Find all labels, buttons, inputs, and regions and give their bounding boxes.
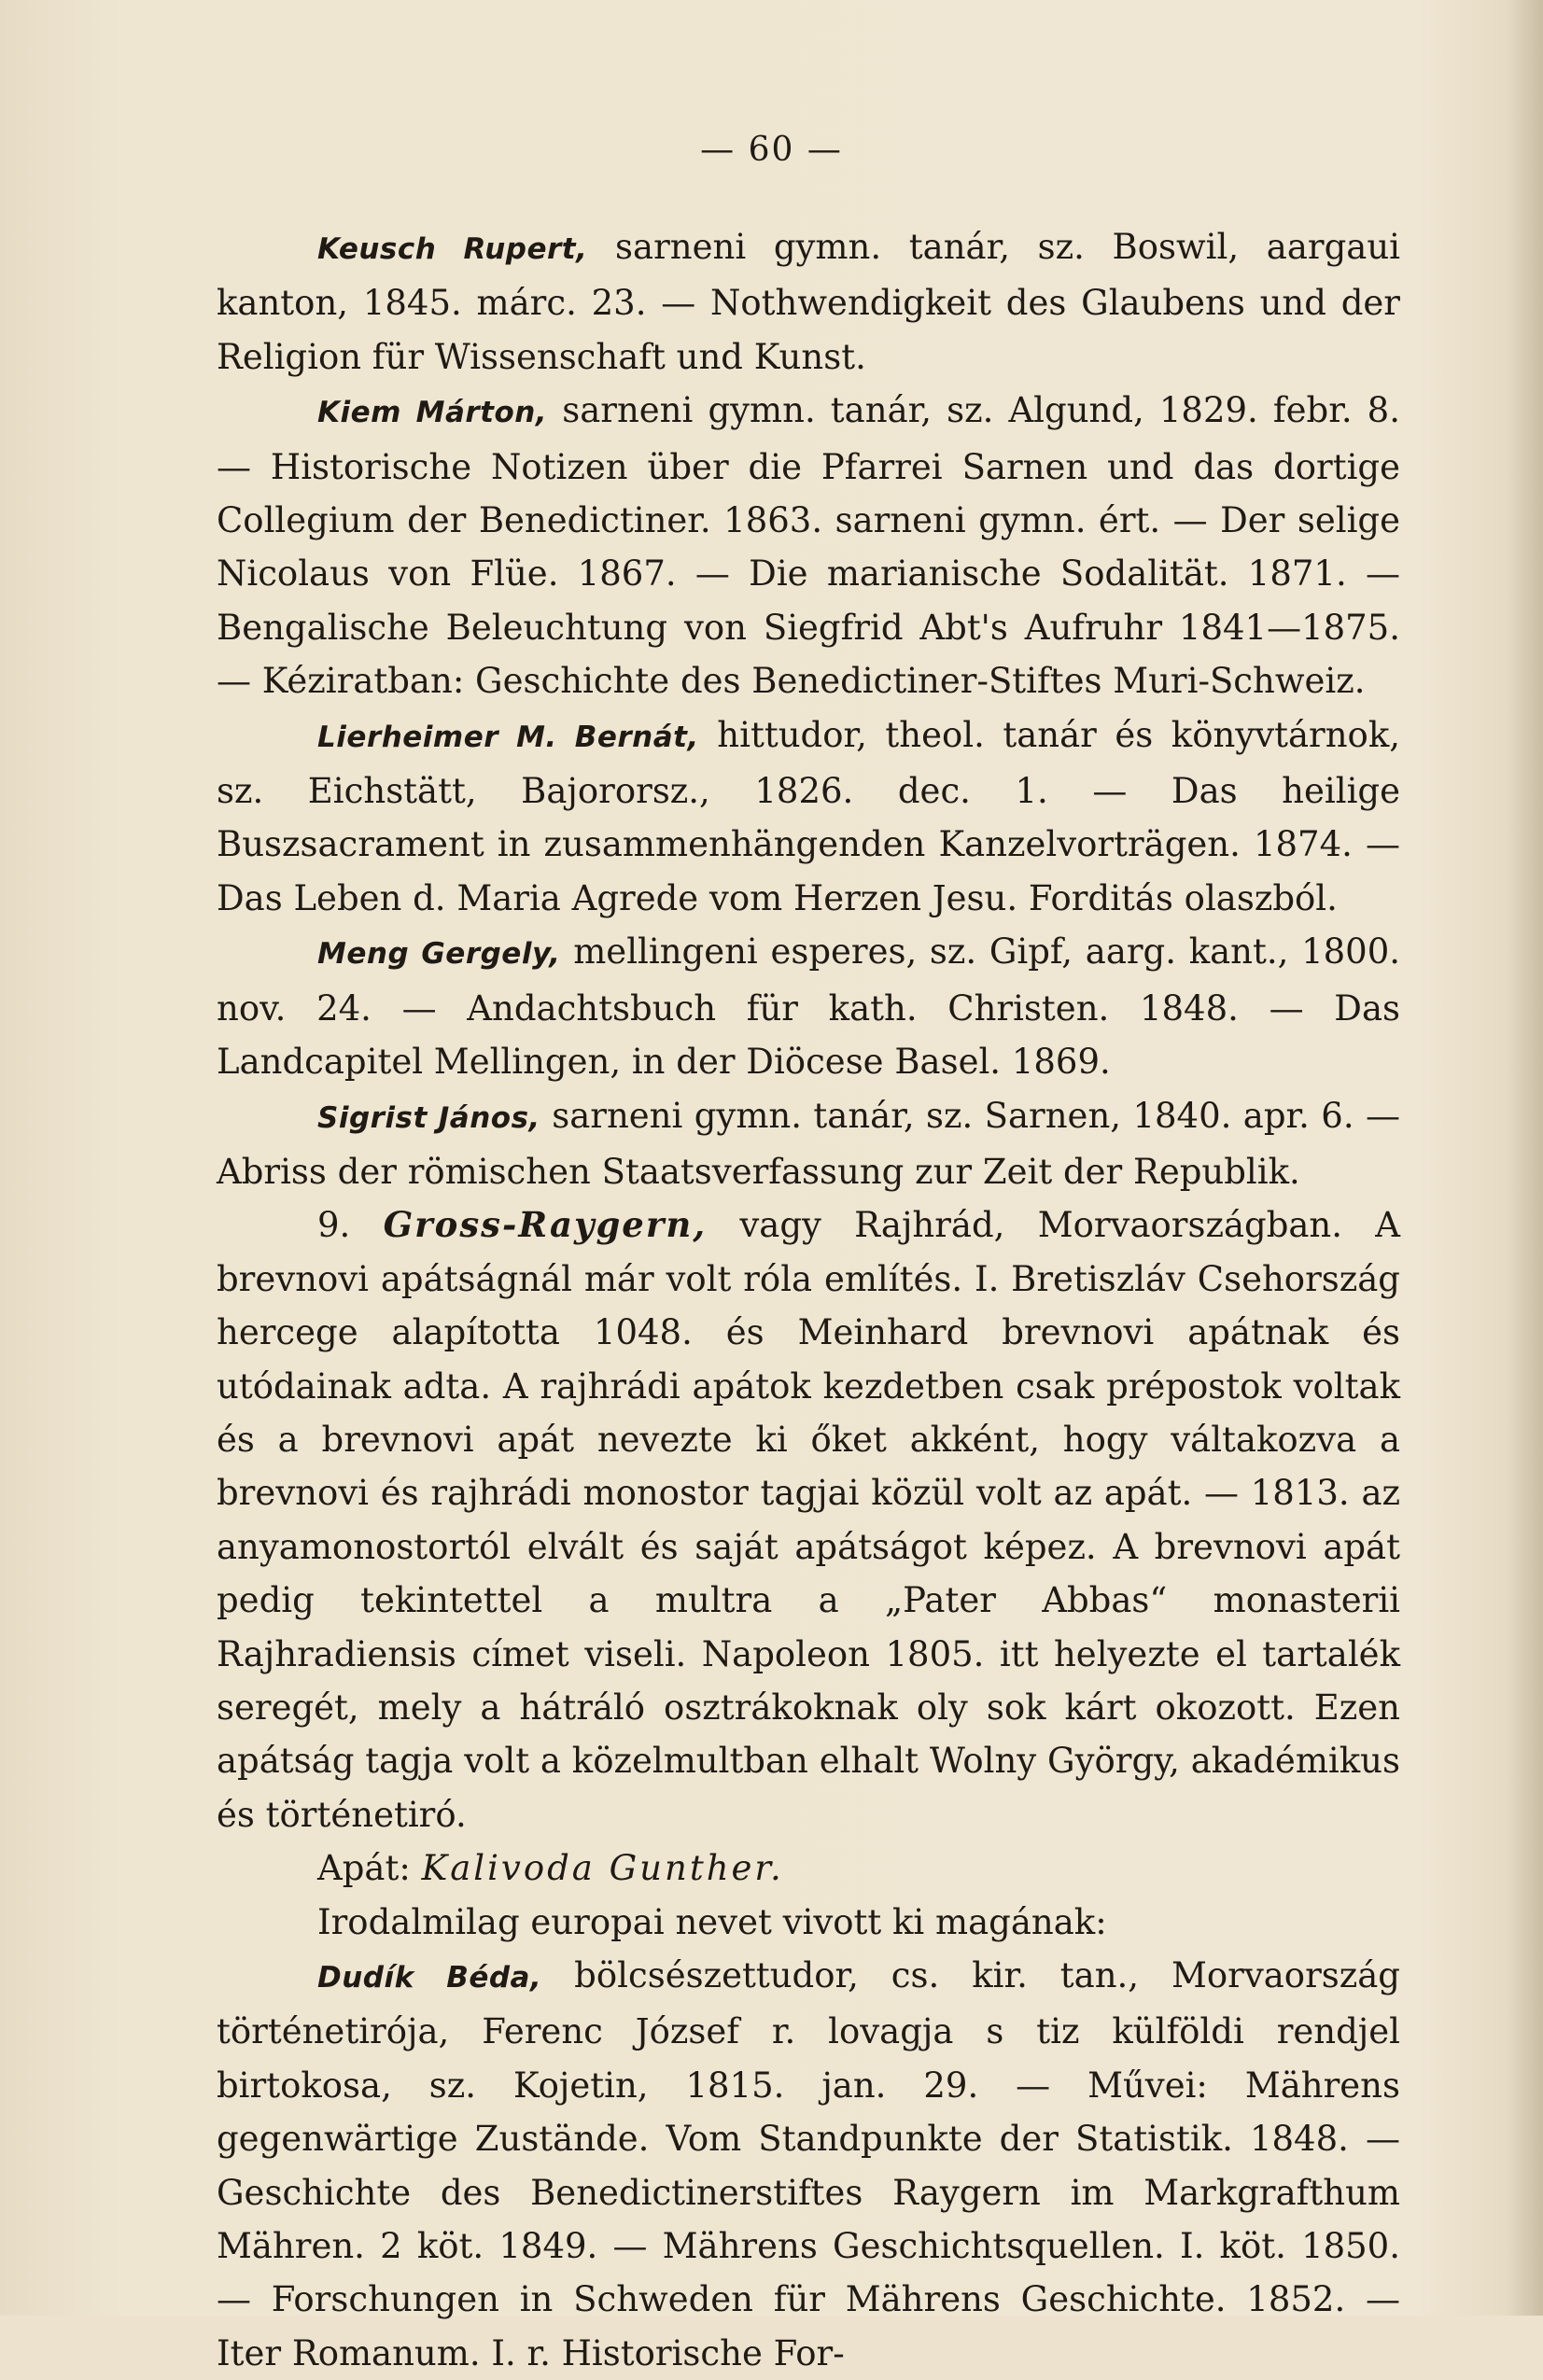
- entry-text: sarneni gymn. tanár, sz. Boswil, aargaui kanton, 1845. márc. 23. — Nothwendigkeit des Glaubens und der Religion für Wissenschaft und Kunst.: [217, 227, 1400, 377]
- section-gross-raygern: [217, 1198, 1400, 1841]
- entry-meng: [217, 925, 1400, 1088]
- entry-name: Meng Gergely,: [317, 937, 561, 972]
- entry-text: sarneni gymn. tanár, sz. Algund, 1829. febr. 8. — Historische Notizen über die Pfarrei Sarnen und das dortige Collegium der Benedictiner. 1863. sarneni gymn. ért. — Der selige Nicolaus von Flüe. 1867. — Die marianische Sodalität. 1871. — Bengalische Beleuchtung von Siegfrid Abt's Aufruhr 1841—1875. — Kéziratban: Geschichte des Benedictiner-Stiftes Muri-Schweiz.: [217, 390, 1400, 702]
- entry-keusch: [217, 220, 1400, 384]
- section-text: vagy Rajhrád, Morvaországban. A brevnovi apátságnál már volt róla említés. I. Bretiszláv Csehország hercege alapította 1048. és Meinhard brevnovi apátnak és utódainak adta. A rajhrádi apátok kezdetben csak prépostok voltak és a brevnovi apát nevezte ki őket akként, hogy váltakozva a brevnovi és rajhrádi monostor tagjai közül volt az apát. — 1813. az anyamonostortól elvált és saját apátságot képez. A brevnovi apát pedig tekintettel a multra a „Pater Abbas“ monasterii Rajhradiensis címet viseli. Napoleon 1805. itt helyezte el tartalék seregét, mely a hátráló osztrákoknak oly sok kárt okozott. Ezen apátság tagja volt a közelmultban elhalt Wolny György, akadémikus és történetiró.: [217, 1205, 1400, 1835]
- entry-name: Keusch Rupert,: [317, 232, 588, 266]
- entry-name: Kiem Márton,: [317, 396, 548, 430]
- entry-text: bölcsészettudor, cs. kir. tan., Morvaország történetirója, Ferenc József r. lovagja s tiz külföldi rendjel birtokosa, sz. Kojetin, 1815. jan. 29. — Művei: Mährens gegenwärtige Zustände. Vom Standpunkte der Statistik. 1848. — Geschichte des Benedictinerstiftes Raygern im Markgrafthum Mähren. 2 köt. 1849. — Mährens Geschichtsquellen. I. köt. 1850. — Forschungen in Schweden für Mährens Geschichte. 1852. — Iter Romanum. I. r. Historische For-: [217, 1955, 1400, 2373]
- section-title: Gross-Raygern,: [383, 1204, 708, 1246]
- entry-name: Dudík Béda,: [317, 1961, 542, 1995]
- abbot-label: Apát:: [317, 1848, 422, 1889]
- intro-line: Irodalmilag europai nevet vivott ki magának:: [317, 1901, 1107, 1942]
- section-number: 9.: [317, 1205, 351, 1246]
- entry-text: sarneni gymn. tanár, sz. Sarnen, 1840. apr. 6. — Abriss der römischen Staatsverfassung zur Zeit der Republik.: [217, 1095, 1400, 1192]
- abbot-line: [217, 1841, 1400, 1895]
- entry-name: Sigrist János,: [317, 1100, 540, 1135]
- page-edge-shadow: [1506, 0, 1543, 2316]
- page-number: — 60 —: [700, 131, 843, 169]
- entry-lierheimer: [217, 708, 1400, 926]
- page-body: [217, 220, 1400, 2380]
- entry-name: Lierheimer M. Bernát,: [317, 720, 699, 754]
- entry-kiem: [217, 384, 1400, 707]
- abbot-name: Kalivoda Gunther.: [421, 1848, 784, 1889]
- entry-text: mellingeni esperes, sz. Gipf, aarg. kant., 1800. nov. 24. — Andachtsbuch für kath. Christen. 1848. — Das Landcapitel Mellingen, in der Diöcese Basel. 1869.: [217, 931, 1400, 1083]
- entry-sigrist: [217, 1089, 1400, 1199]
- entry-text: hittudor, theol. tanár és könyvtárnok, sz. Eichstätt, Bajororsz., 1826. dec. 1. — Das heilige Buszsacrament in zusammenhängenden Kanzelvorträgen. 1874. — Das Leben d. Maria Agrede vom Herzen Jesu. Forditás olaszból.: [217, 714, 1401, 918]
